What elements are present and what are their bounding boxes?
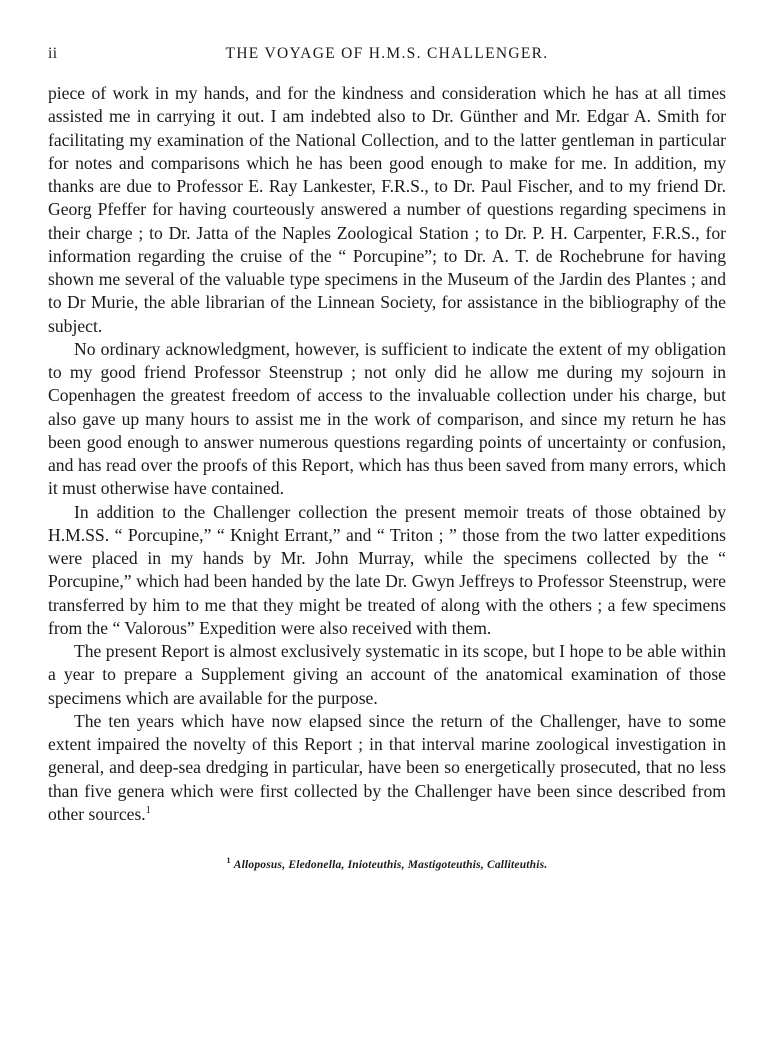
running-head bbox=[48, 45, 726, 69]
footnote-text: Alloposus, Eledonella, Inioteuthis, Mastigoteuthis, Calliteuthis. bbox=[233, 858, 548, 871]
paragraph-1: piece of work in my hands, and for the kindness and consideration which he has at all times assisted me in carrying it out. I am indebted also to Dr. Günther and Mr. Edgar A. Smith for facilitating my examination of the National Collection, and to the latter gentleman in particular for notes and comparisons which he has been good enough to make for me. In addition, my thanks are due to Professor E. Ray Lankester, F.R.S., to Dr. Paul Fischer, and to my friend Dr. Georg Pfeffer for having courteously answered a number of questions regarding specimens in their charge ; to Dr. Jatta of the Naples Zoological Station ; to Dr. P. H. Carpenter, F.R.S., for information regarding the cruise of the “ Porcupine”; to Dr. A. T. de Rochebrune for having shown me several of the valuable type specimens in the Museum of the Jardin des Plantes ; and to Dr Murie, the able librarian of the Linnean Society, for assistance in the bibliography of the subject. bbox=[48, 83, 726, 336]
page-number: ii bbox=[48, 45, 58, 62]
footnote-marker: 1 bbox=[226, 856, 231, 865]
footnote-reference: 1 bbox=[145, 804, 151, 816]
paragraph-5 bbox=[48, 710, 726, 826]
paragraph-3: In addition to the Challenger collection the present memoir treats of those obtained by H.M.SS. “ Porcupine,” “ Knight Errant,” and “ Triton ; ” those from the two latter expeditions were placed in my hands by Mr. John Murray, while the specimens collected by the “ Porcupine,” which had been handed by the late Dr. Gwyn Jeffreys to Professor Steenstrup, were transferred by him to me that they might be treated of along with the others ; a few specimens from the “ Valorous” Expedition were also received with them. bbox=[48, 501, 726, 638]
paragraph-5-text: The ten years which have now elapsed since the return of the Challenger, have to some extent impaired the novelty of this Report ; in that interval marine zoological investigation in general, and deep-sea dredging in particular, have been so energetically prosecuted, that no less than five genera which were first collected by the Challenger have been since described from other sources. bbox=[48, 710, 726, 824]
body-text bbox=[48, 82, 726, 826]
running-title: THE VOYAGE OF H.M.S. CHALLENGER. bbox=[225, 45, 549, 62]
paragraph-4: The present Report is almost exclusively systematic in its scope, but I hope to be able within a year to prepare a Supplement giving an account of the anatomical examination of those specimens which are available for the purpose. bbox=[48, 641, 726, 708]
paragraph-2: No ordinary acknowledgment, however, is sufficient to indicate the extent of my obligation to my good friend Professor Steenstrup ; not only did he allow me during my sojourn in Copenhagen the greatest freedom of access to the invaluable collection under his charge, but also gave up many hours to assist me in the work of comparison, and since my return he has been good enough to answer numerous questions regarding points of uncertainty or confusion, and has read over the proofs of this Report, which has thus been saved from many errors, which it must otherwise have contained. bbox=[48, 338, 726, 499]
footnote bbox=[48, 856, 726, 871]
